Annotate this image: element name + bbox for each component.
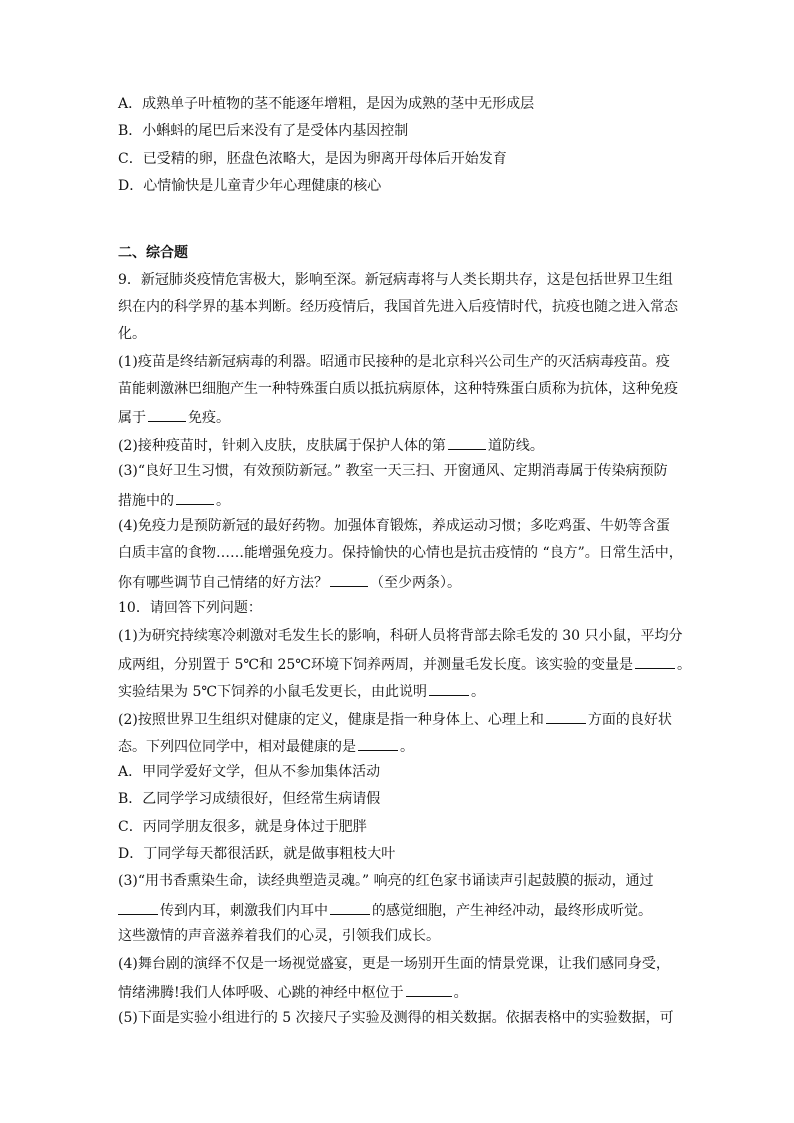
q10-part1-line-3 bbox=[118, 681, 485, 699]
q9-part3-line-1: (3)“良好卫生习惯，有效预防新冠。” 教室一天三扫、开窗通风、定期消毒属于传染病预防 bbox=[118, 463, 668, 479]
q9-part2-text-b: 道防线。 bbox=[487, 438, 544, 454]
q10-option-a: A．甲同学爱好文学，但从不参加集体活动 bbox=[118, 764, 381, 780]
q9-part1-line-3 bbox=[118, 407, 230, 425]
answer-blank[interactable] bbox=[635, 654, 675, 669]
q9-part1-line-2: 苗能刺激淋巴细胞产生一种特殊蛋白质以抵抗病原体，这种特殊蛋白质称为抗体，这种免疫 bbox=[118, 381, 678, 397]
q10-part2-text-d: 。 bbox=[400, 739, 414, 755]
q10-part2-line-1 bbox=[118, 709, 672, 727]
answer-blank[interactable] bbox=[358, 736, 398, 751]
q9-intro-line-2: 织在内的科学界的基本判断。经历疫情后，我国首先进入后疫情时代，抗疫也随之进入常态 bbox=[118, 299, 678, 315]
q10-part3-text-a: 传到内耳，刺激我们内耳中 bbox=[160, 903, 328, 919]
q10-option-c: C．丙同学朋友很多，就是身体过于肥胖 bbox=[118, 819, 367, 835]
q10-part3-line-1: (3)“用书香熏染生命，读经典塑造灵魂。” 响亮的红色家书诵读声引起鼓膜的振动，通过 bbox=[118, 873, 654, 889]
q10-part4-text-b: 。 bbox=[453, 985, 468, 1001]
q9-part3-text-b: 。 bbox=[216, 493, 230, 509]
q10-part4-line-2 bbox=[118, 982, 468, 1000]
q9-part4-line-3 bbox=[118, 572, 461, 590]
q10-part1-text-a: 成两组，分别置于 5℃和 25℃环境下饲养两周，并测量毛发长度。该实验的变量是 bbox=[118, 657, 633, 673]
answer-blank[interactable] bbox=[406, 982, 452, 997]
q10-option-b: B．乙同学学习成绩很好，但经常生病请假 bbox=[118, 791, 381, 807]
q9-part3-text-a: 措施中的 bbox=[118, 493, 174, 509]
q9-part2-line bbox=[118, 435, 544, 453]
q9-intro-line-1: 9．新冠肺炎疫情危害极大，影响至深。新冠病毒将与人类长期共存，这是包括世界卫生组 bbox=[118, 272, 673, 288]
answer-blank[interactable] bbox=[118, 900, 158, 915]
answer-blank[interactable] bbox=[148, 407, 186, 422]
q10-part3-line-2 bbox=[118, 900, 652, 918]
q9-part1-text-a: 属于 bbox=[118, 410, 146, 426]
q10-part4-text-a: 情绪沸腾!我们人体呼吸、心跳的神经中枢位于 bbox=[118, 985, 404, 1001]
q10-part3-text-b: 的感觉细胞，产生神经冲动，最终形成听觉。 bbox=[372, 903, 652, 919]
q10-part1-line-1: (1)为研究持续寒冷刺激对毛发生长的影响，科研人员将背部去除毛发的 30 只小鼠，平均分 bbox=[118, 628, 683, 644]
q10-option-d: D．丁同学每天都很活跃，就是做事粗枝大叶 bbox=[118, 846, 396, 862]
q8-option-c: C．已受精的卵，胚盘色浓略大，是因为卵离开母体后开始发育 bbox=[118, 151, 507, 167]
q9-part1-line-1: (1)疫苗是终结新冠病毒的利器。昭通市民接种的是北京科兴公司生产的灭活病毒疫苗。疫 bbox=[118, 354, 670, 370]
answer-blank[interactable] bbox=[330, 572, 368, 587]
q9-part4-line-2: 白质丰富的食物……能增强免疫力。保持愉快的心情也是抗击疫情的 “良方”。日常生活中， bbox=[118, 545, 683, 561]
answer-blank[interactable] bbox=[429, 681, 469, 696]
q10-part1-text-b: 。 bbox=[676, 657, 691, 673]
q10-intro: 10．请回答下列问题： bbox=[118, 600, 262, 616]
answer-blank[interactable] bbox=[330, 900, 370, 915]
q9-part4-text-b: （至少两条）。 bbox=[370, 575, 461, 591]
q9-intro-line-3: 化。 bbox=[118, 326, 146, 342]
answer-blank[interactable] bbox=[546, 709, 586, 724]
answer-blank[interactable] bbox=[176, 490, 214, 505]
q9-part4-line-1: (4)免疫力是预防新冠的最好药物。加强体育锻炼，养成运动习惯；多吃鸡蛋、牛奶等含蛋 bbox=[118, 518, 670, 534]
q10-part1-text-d: 。 bbox=[471, 684, 486, 700]
q8-option-b: B．小蝌蚪的尾巴后来没有了是受体内基因控制 bbox=[118, 123, 409, 139]
section-title: 二、综合题 bbox=[118, 245, 188, 261]
q10-part2-text-a: (2)按照世界卫生组织对健康的定义，健康是指一种身体上、心理上和 bbox=[118, 712, 544, 728]
q10-part2-text-b: 方面的良好状 bbox=[587, 712, 672, 728]
q9-part4-text-a: 你有哪些调节自己情绪的好方法？ bbox=[118, 575, 328, 591]
q10-part2-line-2 bbox=[118, 736, 414, 754]
q9-part3-line-2 bbox=[118, 490, 230, 508]
q10-part2-text-c: 态。下列四位同学中，相对最健康的是 bbox=[118, 739, 356, 755]
q10-part5-line-1: (5)下面是实验小组进行的 5 次接尺子实验及测得的相关数据。依据表格中的实验数据，可 bbox=[118, 1010, 674, 1026]
q10-part4-line-1: (4)舞台剧的演绎不仅是一场视觉盛宴，更是一场别开生面的情景党课，让我们感同身受， bbox=[118, 956, 670, 972]
q10-part3-line-3: 这些激情的声音滋养着我们的心灵，引领我们成长。 bbox=[118, 928, 440, 944]
q10-part1-line-2 bbox=[118, 654, 691, 672]
answer-blank[interactable] bbox=[448, 435, 486, 450]
q9-part2-text-a: (2)接种疫苗时，针刺入皮肤，皮肤属于保护人体的第 bbox=[118, 438, 446, 454]
q9-part1-text-b: 免疫。 bbox=[188, 410, 230, 426]
q8-option-a: A．成熟单子叶植物的茎不能逐年增粗，是因为成熟的茎中无形成层 bbox=[118, 96, 535, 112]
q10-part1-text-c: 实验结果为 5℃下饲养的小鼠毛发更长，由此说明 bbox=[118, 684, 428, 700]
q8-option-d: D．心情愉快是儿童青少年心理健康的核心 bbox=[118, 178, 382, 194]
